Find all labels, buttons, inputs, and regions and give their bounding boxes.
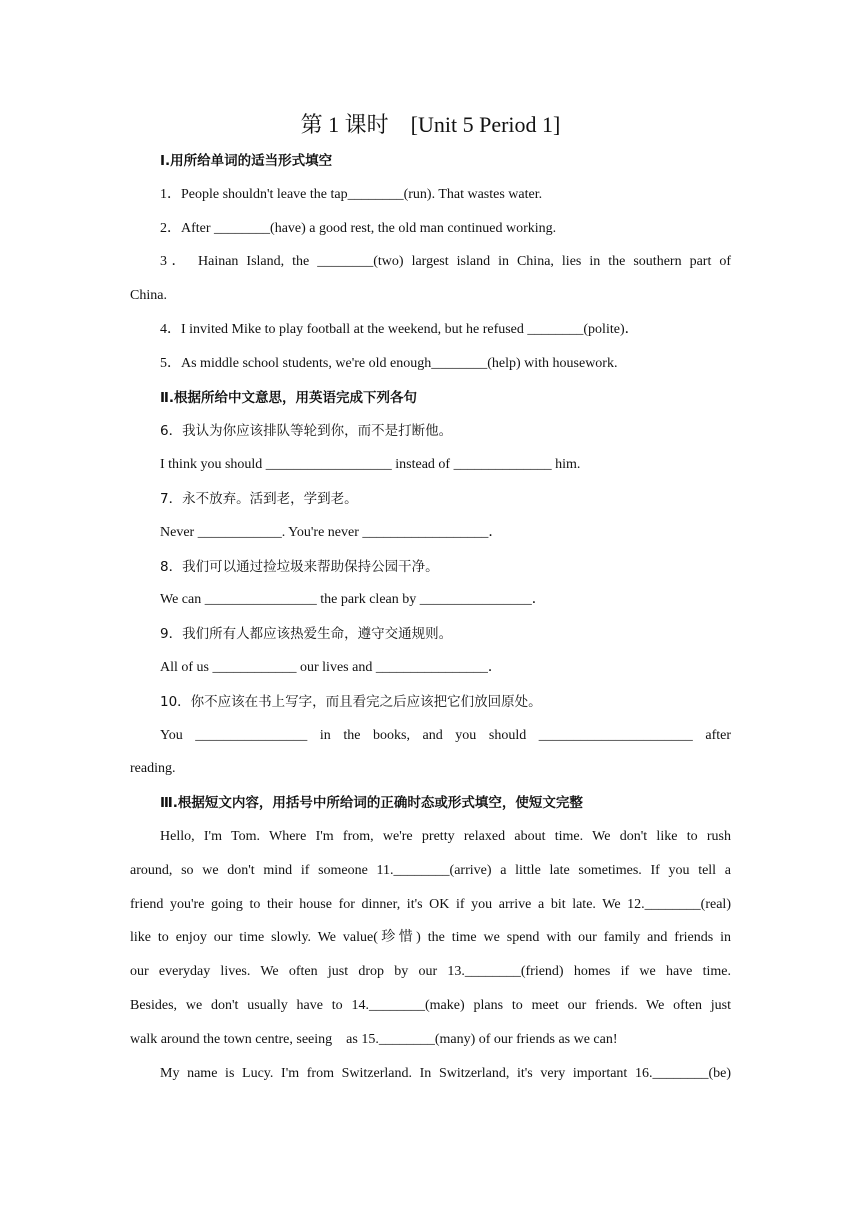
section-3-heading: Ⅲ.根据短文内容，用括号中所给词的正确时态或形式填空，使短文完整: [160, 795, 583, 812]
passage-line-7: walk around the town centre, seeing as 15.________(many) of our friends as we can!: [130, 1031, 618, 1047]
passage-line-4: like to enjoy our time slowly. We value(珍惜) the time we spend with our family and friends in: [130, 930, 731, 946]
exercise-10-continued: reading.: [130, 761, 176, 777]
worksheet-page: [130, 110, 731, 1097]
exercise-7-english: Never ____________. You're never __________________．: [160, 524, 503, 540]
passage-line-6: Besides, we don't usually have to 14.________(make) plans to meet our friends. We often just: [130, 997, 731, 1013]
exercise-5: 5．As middle school students, we're old enough________(help) with housework.: [160, 355, 618, 371]
exercise-6-english: I think you should __________________ instead of ______________ him.: [160, 457, 581, 473]
exercise-6-chinese: 6．我认为你应该排队等轮到你，而不是打断他。: [160, 423, 453, 440]
section-1-heading: Ⅰ.用所给单词的适当形式填空: [160, 153, 333, 169]
exercise-9-chinese: 9．我们所有人都应该热爱生命，遵守交通规则。: [160, 626, 453, 643]
exercise-10-chinese: 10．你不应该在书上写字，而且看完之后应该把它们放回原处。: [160, 693, 542, 710]
passage-line-1: Hello, I'm Tom. Where I'm from, we're pretty relaxed about time. We don't like to rush: [160, 828, 731, 844]
exercise-2: 2．After ________(have) a good rest, the old man continued working.: [160, 220, 557, 236]
exercise-3: 3． Hainan Island, the ________(two) largest island in China, lies in the southern part of: [160, 254, 731, 270]
exercise-7-chinese: 7．永不放弃。活到老，学到老。: [160, 490, 358, 507]
passage-line-5: our everyday lives. We often just drop by our 13.________(friend) homes if we have time.: [130, 964, 731, 980]
exercise-4: 4．I invited Mike to play football at the weekend, but he refused ________(polite)．: [160, 321, 639, 337]
section-2-heading: Ⅱ.根据所给中文意思，用英语完成下列各句: [160, 389, 418, 406]
passage-line-2: around, so we don't mind if someone 11.________(arrive) a little late sometimes. If you tell a: [130, 862, 731, 878]
page-title: 第 1 课时 [Unit 5 Period 1]: [300, 112, 561, 137]
exercise-8-english: We can ________________ the park clean by ________________．: [160, 592, 546, 608]
exercise-10-english: You ________________ in the books, and you should ______________________ after: [160, 727, 731, 743]
exercise-1: 1．People shouldn't leave the tap________(run). That wastes water.: [160, 186, 543, 202]
exercise-8-chinese: 8．我们可以通过捡垃圾来帮助保持公园干净。: [160, 558, 439, 575]
exercise-3-continued: China.: [130, 288, 167, 304]
exercise-9-english: All of us ____________ our lives and ________________．: [160, 659, 502, 675]
passage-line-3: friend you're going to their house for dinner, it's OK if you arrive a bit late. We 12.________(real): [130, 896, 731, 912]
passage-line-8: My name is Lucy. I'm from Switzerland. In Switzerland, it's very important 16.________(be): [160, 1065, 731, 1081]
